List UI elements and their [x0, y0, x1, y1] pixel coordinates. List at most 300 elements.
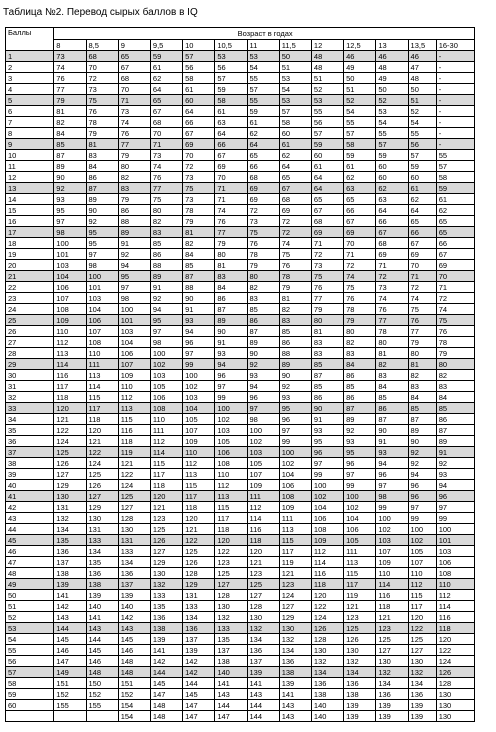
iq-value-cell: 139	[344, 700, 376, 711]
table-row	[6, 557, 475, 568]
iq-value-cell: 95	[279, 403, 311, 414]
iq-value-cell: 68	[279, 194, 311, 205]
iq-value-cell: 142	[118, 612, 150, 623]
iq-value-cell: 79	[86, 128, 118, 139]
table-row	[6, 205, 475, 216]
iq-value-cell: 82	[408, 370, 436, 381]
iq-value-cell: 117	[215, 513, 247, 524]
iq-value-cell: 56	[215, 62, 247, 73]
table-row	[6, 678, 475, 689]
iq-value-cell: 70	[344, 238, 376, 249]
iq-value-cell: 97	[311, 458, 343, 469]
iq-value-cell: 120	[247, 546, 279, 557]
iq-value-cell: 51	[279, 62, 311, 73]
iq-value-cell: 66	[344, 205, 376, 216]
iq-value-cell: 65	[311, 194, 343, 205]
iq-value-cell: 70	[436, 271, 474, 282]
iq-value-cell: 147	[183, 711, 215, 722]
iq-value-cell: 118	[54, 392, 86, 403]
iq-value-cell: 94	[183, 326, 215, 337]
iq-value-cell: 136	[279, 656, 311, 667]
iq-value-cell: 83	[344, 348, 376, 359]
iq-value-cell: 127	[86, 491, 118, 502]
iq-value-cell: 99	[376, 502, 408, 513]
iq-value-cell: 78	[376, 326, 408, 337]
iq-value-cell: 82	[118, 172, 150, 183]
iq-value-cell: 83	[311, 337, 343, 348]
iq-value-cell: 119	[279, 557, 311, 568]
iq-value-cell: 100	[376, 513, 408, 524]
iq-value-cell: 138	[344, 689, 376, 700]
iq-value-cell: 117	[344, 579, 376, 590]
iq-value-cell: 64	[150, 84, 182, 95]
iq-value-cell: 106	[279, 480, 311, 491]
iq-value-cell: 128	[215, 590, 247, 601]
iq-value-cell: 130	[376, 656, 408, 667]
iq-value-cell: 115	[279, 535, 311, 546]
iq-value-cell: 109	[376, 557, 408, 568]
table-row	[6, 612, 475, 623]
iq-value-cell: 121	[150, 502, 182, 513]
iq-value-cell: 53	[279, 95, 311, 106]
iq-value-cell: 90	[247, 348, 279, 359]
iq-value-cell: 137	[183, 634, 215, 645]
iq-value-cell: 87	[215, 304, 247, 315]
iq-value-cell: -	[436, 139, 474, 150]
iq-value-cell: 87	[436, 425, 474, 436]
raw-score-cell: 46	[6, 546, 54, 557]
iq-value-cell: 95	[54, 205, 86, 216]
iq-value-cell: 120	[408, 612, 436, 623]
table-row	[6, 590, 475, 601]
iq-value-cell: 126	[311, 623, 343, 634]
raw-score-cell: 60	[6, 700, 54, 711]
iq-value-cell: 62	[247, 128, 279, 139]
iq-value-cell: 61	[344, 161, 376, 172]
iq-value-cell: 72	[183, 161, 215, 172]
iq-value-cell: 79	[54, 95, 86, 106]
iq-value-cell: 144	[247, 700, 279, 711]
iq-value-cell: 102	[183, 381, 215, 392]
iq-value-cell: 62	[279, 150, 311, 161]
iq-value-cell: 58	[436, 172, 474, 183]
iq-value-cell: 117	[86, 403, 118, 414]
iq-value-cell: 51	[311, 73, 343, 84]
iq-value-cell: 67	[150, 106, 182, 117]
iq-value-cell: 93	[247, 370, 279, 381]
raw-score-cell: 17	[6, 227, 54, 238]
iq-value-cell: 102	[215, 414, 247, 425]
iq-value-cell: 101	[54, 249, 86, 260]
iq-value-cell: 74	[215, 205, 247, 216]
iq-value-cell: 138	[215, 656, 247, 667]
iq-value-cell: 99	[183, 359, 215, 370]
iq-value-cell: 112	[54, 337, 86, 348]
iq-value-cell: -	[436, 117, 474, 128]
age-column-header: 11	[247, 40, 279, 51]
iq-value-cell: 114	[150, 447, 182, 458]
iq-value-cell: 87	[183, 271, 215, 282]
iq-value-cell: 108	[150, 403, 182, 414]
iq-value-cell: 56	[408, 139, 436, 150]
iq-value-cell: 59	[311, 139, 343, 150]
iq-value-cell: 74	[279, 238, 311, 249]
table-row	[6, 304, 475, 315]
iq-value-cell: 133	[118, 546, 150, 557]
iq-value-cell: 107	[54, 293, 86, 304]
table-row	[6, 238, 475, 249]
iq-value-cell: 70	[408, 260, 436, 271]
iq-value-cell: 134	[408, 678, 436, 689]
iq-value-cell: 65	[279, 172, 311, 183]
iq-value-cell: 85	[311, 359, 343, 370]
table-row	[6, 161, 475, 172]
iq-value-cell: 139	[376, 700, 408, 711]
iq-value-cell: 113	[344, 557, 376, 568]
iq-value-cell: 60	[183, 95, 215, 106]
iq-value-cell: 136	[408, 689, 436, 700]
iq-value-cell: 101	[86, 282, 118, 293]
iq-value-cell: 108	[311, 524, 343, 535]
iq-value-cell: 87	[54, 150, 86, 161]
iq-value-cell: 79	[118, 194, 150, 205]
iq-value-cell: 145	[54, 634, 86, 645]
iq-value-cell: 54	[408, 117, 436, 128]
iq-value-cell: 134	[311, 667, 343, 678]
table-row	[6, 106, 475, 117]
iq-value-cell: 139	[150, 634, 182, 645]
iq-value-cell: 81	[311, 326, 343, 337]
iq-value-cell: 69	[247, 194, 279, 205]
iq-value-cell: 113	[183, 469, 215, 480]
iq-value-cell: 69	[183, 139, 215, 150]
iq-value-cell: 102	[247, 436, 279, 447]
iq-value-cell: 68	[376, 238, 408, 249]
iq-value-cell: 128	[183, 568, 215, 579]
iq-value-cell: 79	[279, 282, 311, 293]
iq-value-cell: 77	[311, 293, 343, 304]
iq-value-cell: 80	[215, 249, 247, 260]
table-row	[6, 282, 475, 293]
iq-value-cell: 53	[376, 106, 408, 117]
iq-value-cell: 77	[118, 139, 150, 150]
iq-value-cell: 81	[215, 260, 247, 271]
iq-value-cell: 74	[150, 161, 182, 172]
iq-value-cell: 81	[408, 359, 436, 370]
iq-value-cell: 82	[279, 304, 311, 315]
iq-value-cell: 94	[118, 260, 150, 271]
iq-value-cell: 143	[54, 612, 86, 623]
iq-value-cell: 88	[150, 260, 182, 271]
iq-value-cell: 135	[215, 634, 247, 645]
iq-value-cell: 127	[150, 546, 182, 557]
iq-value-cell: 72	[408, 282, 436, 293]
iq-value-cell: 48	[311, 51, 343, 62]
iq-value-cell: 71	[118, 95, 150, 106]
iq-value-cell: 102	[150, 359, 182, 370]
iq-value-cell: 125	[344, 623, 376, 634]
iq-value-cell: 118	[247, 535, 279, 546]
iq-value-cell: 139	[183, 645, 215, 656]
iq-value-cell: 66	[247, 161, 279, 172]
iq-value-cell: 72	[376, 271, 408, 282]
iq-value-cell: 89	[86, 194, 118, 205]
iq-value-cell: 103	[376, 535, 408, 546]
iq-value-cell: 94	[215, 359, 247, 370]
iq-value-cell: 133	[150, 590, 182, 601]
raw-score-cell: 55	[6, 645, 54, 656]
iq-value-cell: 71	[408, 271, 436, 282]
iq-value-cell: 100	[86, 271, 118, 282]
raw-score-cell: 14	[6, 194, 54, 205]
iq-value-cell: 92	[247, 359, 279, 370]
iq-value-cell: 87	[376, 414, 408, 425]
raw-score-cell: 57	[6, 667, 54, 678]
iq-value-cell: 101	[118, 315, 150, 326]
iq-value-cell: 85	[54, 139, 86, 150]
iq-value-cell: 86	[150, 249, 182, 260]
iq-value-cell: 133	[183, 601, 215, 612]
iq-value-cell: 58	[215, 95, 247, 106]
iq-value-cell: 120	[54, 403, 86, 414]
iq-value-cell: 127	[408, 645, 436, 656]
iq-value-cell: 106	[54, 282, 86, 293]
iq-value-cell: 67	[311, 205, 343, 216]
iq-value-cell: 141	[279, 689, 311, 700]
iq-value-cell: 97	[344, 469, 376, 480]
table-row	[6, 216, 475, 227]
iq-value-cell: 70	[183, 150, 215, 161]
iq-value-cell: 68	[247, 172, 279, 183]
iq-value-cell: 116	[376, 590, 408, 601]
iq-value-cell: 90	[408, 436, 436, 447]
iq-value-cell: 69	[408, 249, 436, 260]
iq-value-cell: 128	[436, 678, 474, 689]
iq-value-cell: 83	[247, 293, 279, 304]
raw-score-cell: 21	[6, 271, 54, 282]
iq-value-cell: 59	[436, 183, 474, 194]
raw-score-cell: 19	[6, 249, 54, 260]
raw-score-cell: 44	[6, 524, 54, 535]
raw-score-cell: 20	[6, 260, 54, 271]
iq-value-cell: 110	[376, 568, 408, 579]
iq-value-cell: 64	[311, 183, 343, 194]
iq-value-cell: 96	[183, 337, 215, 348]
table-row	[6, 436, 475, 447]
iq-value-cell: 90	[54, 172, 86, 183]
iq-value-cell: 129	[150, 557, 182, 568]
iq-value-cell: 69	[215, 161, 247, 172]
iq-value-cell: 100	[183, 370, 215, 381]
iq-value-cell: 57	[436, 161, 474, 172]
iq-value-cell: 139	[54, 579, 86, 590]
iq-value-cell: 110	[118, 381, 150, 392]
iq-value-cell: 141	[247, 678, 279, 689]
iq-value-cell: 126	[344, 634, 376, 645]
iq-value-cell: 135	[86, 557, 118, 568]
iq-value-cell: 133	[86, 535, 118, 546]
raw-score-cell: 45	[6, 535, 54, 546]
iq-value-cell: 129	[183, 579, 215, 590]
iq-value-cell: 151	[118, 678, 150, 689]
iq-value-cell: 89	[54, 161, 86, 172]
iq-value-cell: 57	[279, 106, 311, 117]
iq-value-cell: 98	[54, 227, 86, 238]
iq-value-cell: 146	[86, 656, 118, 667]
iq-value-cell: 134	[183, 612, 215, 623]
iq-value-cell: 127	[54, 469, 86, 480]
iq-value-cell: 71	[215, 194, 247, 205]
iq-value-cell: 123	[376, 623, 408, 634]
iq-value-cell: 131	[86, 524, 118, 535]
iq-value-cell: 80	[118, 161, 150, 172]
raw-score-cell: 53	[6, 623, 54, 634]
iq-value-cell: 123	[279, 579, 311, 590]
iq-value-cell: 64	[279, 161, 311, 172]
table-row	[6, 513, 475, 524]
iq-value-cell: 137	[215, 645, 247, 656]
raw-score-cell: 39	[6, 469, 54, 480]
iq-value-cell: 132	[247, 623, 279, 634]
iq-value-cell: 108	[54, 304, 86, 315]
iq-value-cell: -	[436, 95, 474, 106]
table-row	[6, 623, 475, 634]
iq-value-cell: 72	[86, 73, 118, 84]
iq-value-cell: 74	[118, 117, 150, 128]
iq-value-cell: 85	[311, 381, 343, 392]
iq-value-cell: 97	[54, 216, 86, 227]
iq-value-cell: 58	[344, 139, 376, 150]
iq-value-cell: 71	[376, 260, 408, 271]
iq-value-cell: 115	[118, 414, 150, 425]
iq-value-cell: 147	[150, 689, 182, 700]
iq-value-cell	[86, 711, 118, 722]
iq-value-cell: 152	[54, 689, 86, 700]
iq-value-cell: 109	[311, 535, 343, 546]
iq-value-cell: 128	[247, 601, 279, 612]
iq-value-cell: 79	[183, 216, 215, 227]
iq-value-cell: 83	[86, 150, 118, 161]
raw-score-cell: 40	[6, 480, 54, 491]
iq-value-cell: 96	[408, 491, 436, 502]
iq-value-cell: 116	[247, 524, 279, 535]
iq-value-cell: 117	[279, 546, 311, 557]
score-column-header: Баллы	[6, 28, 54, 51]
iq-value-cell: 140	[311, 700, 343, 711]
iq-value-cell: 53	[215, 51, 247, 62]
iq-value-cell: 92	[408, 458, 436, 469]
iq-value-cell: 110	[54, 326, 86, 337]
iq-value-cell: 94	[247, 381, 279, 392]
raw-score-cell: 2	[6, 62, 54, 73]
iq-value-cell: 80	[150, 205, 182, 216]
table-row	[6, 634, 475, 645]
table-row	[6, 568, 475, 579]
iq-value-cell: 130	[408, 656, 436, 667]
iq-value-cell: 57	[183, 51, 215, 62]
iq-value-cell: 57	[376, 139, 408, 150]
table-row	[6, 403, 475, 414]
iq-value-cell: 99	[311, 469, 343, 480]
iq-value-cell: 142	[183, 656, 215, 667]
iq-value-cell: 96	[436, 491, 474, 502]
iq-value-cell: 86	[376, 403, 408, 414]
iq-value-cell: 77	[150, 183, 182, 194]
iq-value-cell: 80	[311, 315, 343, 326]
iq-value-cell: 112	[150, 436, 182, 447]
iq-value-cell: 97	[150, 326, 182, 337]
iq-value-cell: 119	[118, 447, 150, 458]
raw-score-cell: 30	[6, 370, 54, 381]
iq-value-cell: 121	[118, 458, 150, 469]
raw-score-cell: 41	[6, 491, 54, 502]
iq-value-cell: 65	[150, 95, 182, 106]
iq-value-cell: 83	[118, 183, 150, 194]
iq-value-cell: -	[436, 73, 474, 84]
iq-value-cell: 122	[215, 546, 247, 557]
iq-value-cell: 76	[311, 282, 343, 293]
raw-score-cell: 54	[6, 634, 54, 645]
iq-value-cell: 87	[344, 403, 376, 414]
iq-value-cell: 99	[344, 480, 376, 491]
iq-value-cell: 152	[118, 689, 150, 700]
iq-value-cell: 93	[344, 436, 376, 447]
iq-value-cell: 139	[408, 700, 436, 711]
iq-value-cell: 72	[311, 249, 343, 260]
iq-value-cell: 102	[311, 491, 343, 502]
iq-value-cell: 128	[311, 634, 343, 645]
iq-value-cell: 67	[344, 216, 376, 227]
iq-value-cell: 73	[118, 106, 150, 117]
iq-value-cell: 52	[376, 95, 408, 106]
iq-value-cell: 103	[436, 546, 474, 557]
iq-value-cell: 136	[54, 546, 86, 557]
table-row	[6, 425, 475, 436]
iq-value-cell: 87	[408, 414, 436, 425]
iq-value-cell: 138	[86, 579, 118, 590]
iq-value-cell: 59	[408, 161, 436, 172]
iq-value-cell: 110	[215, 469, 247, 480]
iq-value-cell: 123	[344, 612, 376, 623]
iq-value-cell: 140	[311, 711, 343, 722]
iq-value-cell: 78	[344, 304, 376, 315]
iq-value-cell: 139	[118, 590, 150, 601]
iq-value-cell: 141	[54, 590, 86, 601]
iq-value-cell: 92	[408, 447, 436, 458]
iq-value-cell: 83	[408, 381, 436, 392]
iq-value-cell: 86	[344, 370, 376, 381]
iq-value-cell: 85	[150, 238, 182, 249]
table-row	[6, 293, 475, 304]
iq-value-cell: 111	[247, 491, 279, 502]
table-row	[6, 469, 475, 480]
iq-value-cell: 136	[118, 568, 150, 579]
iq-value-cell: 139	[344, 711, 376, 722]
iq-value-cell: 122	[54, 425, 86, 436]
iq-value-cell: 117	[54, 381, 86, 392]
iq-value-cell: 91	[118, 238, 150, 249]
iq-value-cell: 143	[279, 711, 311, 722]
iq-value-cell: 76	[86, 106, 118, 117]
iq-value-cell: 144	[150, 667, 182, 678]
table-row	[6, 656, 475, 667]
iq-value-cell: 73	[183, 194, 215, 205]
iq-value-cell: 81	[376, 348, 408, 359]
iq-value-cell: 52	[344, 95, 376, 106]
iq-value-cell: 154	[118, 700, 150, 711]
iq-value-cell: 56	[183, 62, 215, 73]
iq-value-cell: 61	[215, 106, 247, 117]
